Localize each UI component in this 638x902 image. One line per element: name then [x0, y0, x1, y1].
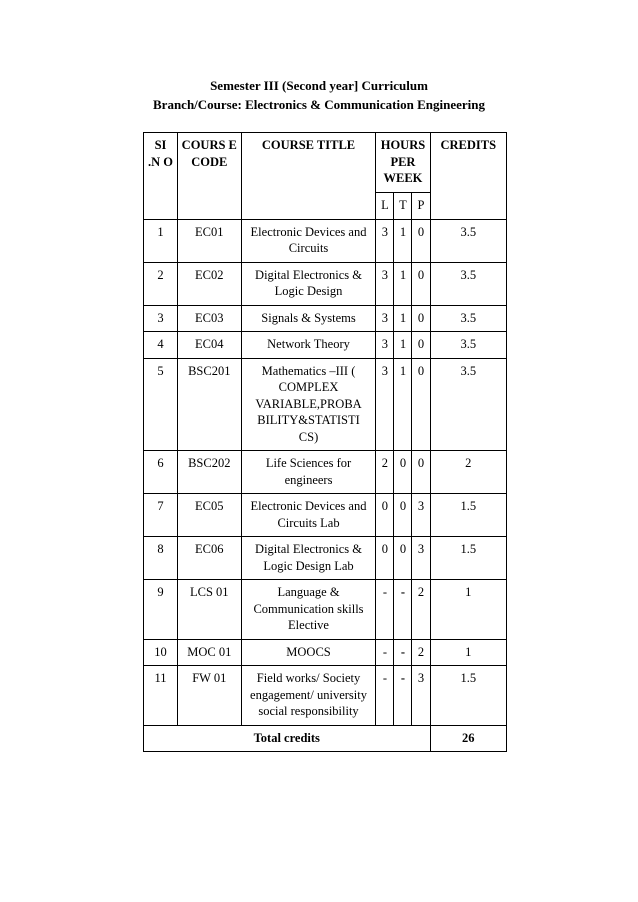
- row-course-code: EC01: [177, 219, 241, 262]
- row-course-code: BSC201: [177, 358, 241, 451]
- branch-title: Branch/Course: Electronics & Communication Engineering: [153, 97, 485, 112]
- total-row: [144, 725, 507, 752]
- row-course-code: LCS 01: [177, 580, 241, 640]
- table-row: [144, 262, 507, 305]
- row-sl-no: 10: [144, 639, 178, 666]
- header-course-title: COURSE TITLE: [241, 133, 376, 220]
- table-row: [144, 666, 507, 726]
- header-sl-no: SI .N O: [144, 133, 178, 220]
- header-l: L: [376, 193, 394, 220]
- row-course-code: EC03: [177, 305, 241, 332]
- row-practical-hours: 0: [412, 305, 430, 332]
- row-lecture-hours: -: [376, 666, 394, 726]
- row-tutorial-hours: 0: [394, 494, 412, 537]
- table-row: [144, 580, 507, 640]
- row-course-code: EC04: [177, 332, 241, 359]
- row-course-code: EC05: [177, 494, 241, 537]
- row-tutorial-hours: 0: [394, 537, 412, 580]
- header-p: P: [412, 193, 430, 220]
- header-course-code: COURS E CODE: [177, 133, 241, 220]
- row-tutorial-hours: 1: [394, 305, 412, 332]
- row-lecture-hours: 2: [376, 451, 394, 494]
- row-course-title: MOOCS: [241, 639, 376, 666]
- table-row: [144, 639, 507, 666]
- row-credits: 3.5: [430, 305, 506, 332]
- row-tutorial-hours: -: [394, 666, 412, 726]
- semester-title: Semester III (Second year] Curriculum: [210, 78, 428, 93]
- curriculum-table: [143, 132, 507, 752]
- row-course-title: Digital Electronics & Logic Design: [241, 262, 376, 305]
- row-credits: 2: [430, 451, 506, 494]
- row-credits: 1: [430, 580, 506, 640]
- row-tutorial-hours: -: [394, 639, 412, 666]
- table-header-row: [144, 133, 507, 193]
- row-course-title: Signals & Systems: [241, 305, 376, 332]
- document-header: [0, 76, 638, 114]
- row-practical-hours: 2: [412, 580, 430, 640]
- row-course-code: BSC202: [177, 451, 241, 494]
- row-sl-no: 3: [144, 305, 178, 332]
- row-tutorial-hours: 1: [394, 262, 412, 305]
- row-credits: 3.5: [430, 332, 506, 359]
- row-course-title: Electronic Devices and Circuits Lab: [241, 494, 376, 537]
- row-practical-hours: 0: [412, 332, 430, 359]
- row-lecture-hours: 3: [376, 262, 394, 305]
- row-practical-hours: 0: [412, 219, 430, 262]
- row-lecture-hours: 0: [376, 494, 394, 537]
- row-course-code: EC02: [177, 262, 241, 305]
- table-row: [144, 332, 507, 359]
- table-row: [144, 494, 507, 537]
- row-sl-no: 4: [144, 332, 178, 359]
- row-credits: 1: [430, 639, 506, 666]
- row-credits: 3.5: [430, 219, 506, 262]
- table-row: [144, 219, 507, 262]
- row-lecture-hours: 3: [376, 305, 394, 332]
- total-credits-value: 26: [430, 725, 506, 752]
- row-course-title: Language & Communication skills Elective: [241, 580, 376, 640]
- row-course-code: FW 01: [177, 666, 241, 726]
- row-credits: 1.5: [430, 666, 506, 726]
- row-course-title: Life Sciences for engineers: [241, 451, 376, 494]
- row-practical-hours: 3: [412, 494, 430, 537]
- row-lecture-hours: 3: [376, 358, 394, 451]
- row-credits: 3.5: [430, 262, 506, 305]
- row-sl-no: 5: [144, 358, 178, 451]
- row-sl-no: 9: [144, 580, 178, 640]
- table-row: [144, 451, 507, 494]
- row-tutorial-hours: -: [394, 580, 412, 640]
- row-sl-no: 8: [144, 537, 178, 580]
- row-sl-no: 2: [144, 262, 178, 305]
- header-t: T: [394, 193, 412, 220]
- row-lecture-hours: 3: [376, 219, 394, 262]
- row-course-title: Mathematics –III ( COMPLEX VARIABLE,PROBA BILITY&STATISTI CS): [241, 358, 376, 451]
- row-tutorial-hours: 1: [394, 332, 412, 359]
- table-row: [144, 358, 507, 451]
- row-lecture-hours: 3: [376, 332, 394, 359]
- total-credits-label: Total credits: [144, 725, 431, 752]
- row-practical-hours: 3: [412, 666, 430, 726]
- row-lecture-hours: 0: [376, 537, 394, 580]
- row-course-title: Digital Electronics & Logic Design Lab: [241, 537, 376, 580]
- row-course-title: Electronic Devices and Circuits: [241, 219, 376, 262]
- row-sl-no: 11: [144, 666, 178, 726]
- row-sl-no: 1: [144, 219, 178, 262]
- row-sl-no: 7: [144, 494, 178, 537]
- row-credits: 1.5: [430, 494, 506, 537]
- row-practical-hours: 2: [412, 639, 430, 666]
- row-tutorial-hours: 0: [394, 451, 412, 494]
- table-row: [144, 537, 507, 580]
- table-row: [144, 305, 507, 332]
- row-tutorial-hours: 1: [394, 219, 412, 262]
- row-course-code: MOC 01: [177, 639, 241, 666]
- row-credits: 3.5: [430, 358, 506, 451]
- row-practical-hours: 0: [412, 358, 430, 451]
- row-practical-hours: 3: [412, 537, 430, 580]
- row-lecture-hours: -: [376, 580, 394, 640]
- row-practical-hours: 0: [412, 451, 430, 494]
- row-credits: 1.5: [430, 537, 506, 580]
- row-lecture-hours: -: [376, 639, 394, 666]
- header-credits: CREDITS: [430, 133, 506, 220]
- row-sl-no: 6: [144, 451, 178, 494]
- row-tutorial-hours: 1: [394, 358, 412, 451]
- row-practical-hours: 0: [412, 262, 430, 305]
- row-course-code: EC06: [177, 537, 241, 580]
- row-course-title: Field works/ Society engagement/ university social responsibility: [241, 666, 376, 726]
- row-course-title: Network Theory: [241, 332, 376, 359]
- header-hours-per-week: HOURS PER WEEK: [376, 133, 430, 193]
